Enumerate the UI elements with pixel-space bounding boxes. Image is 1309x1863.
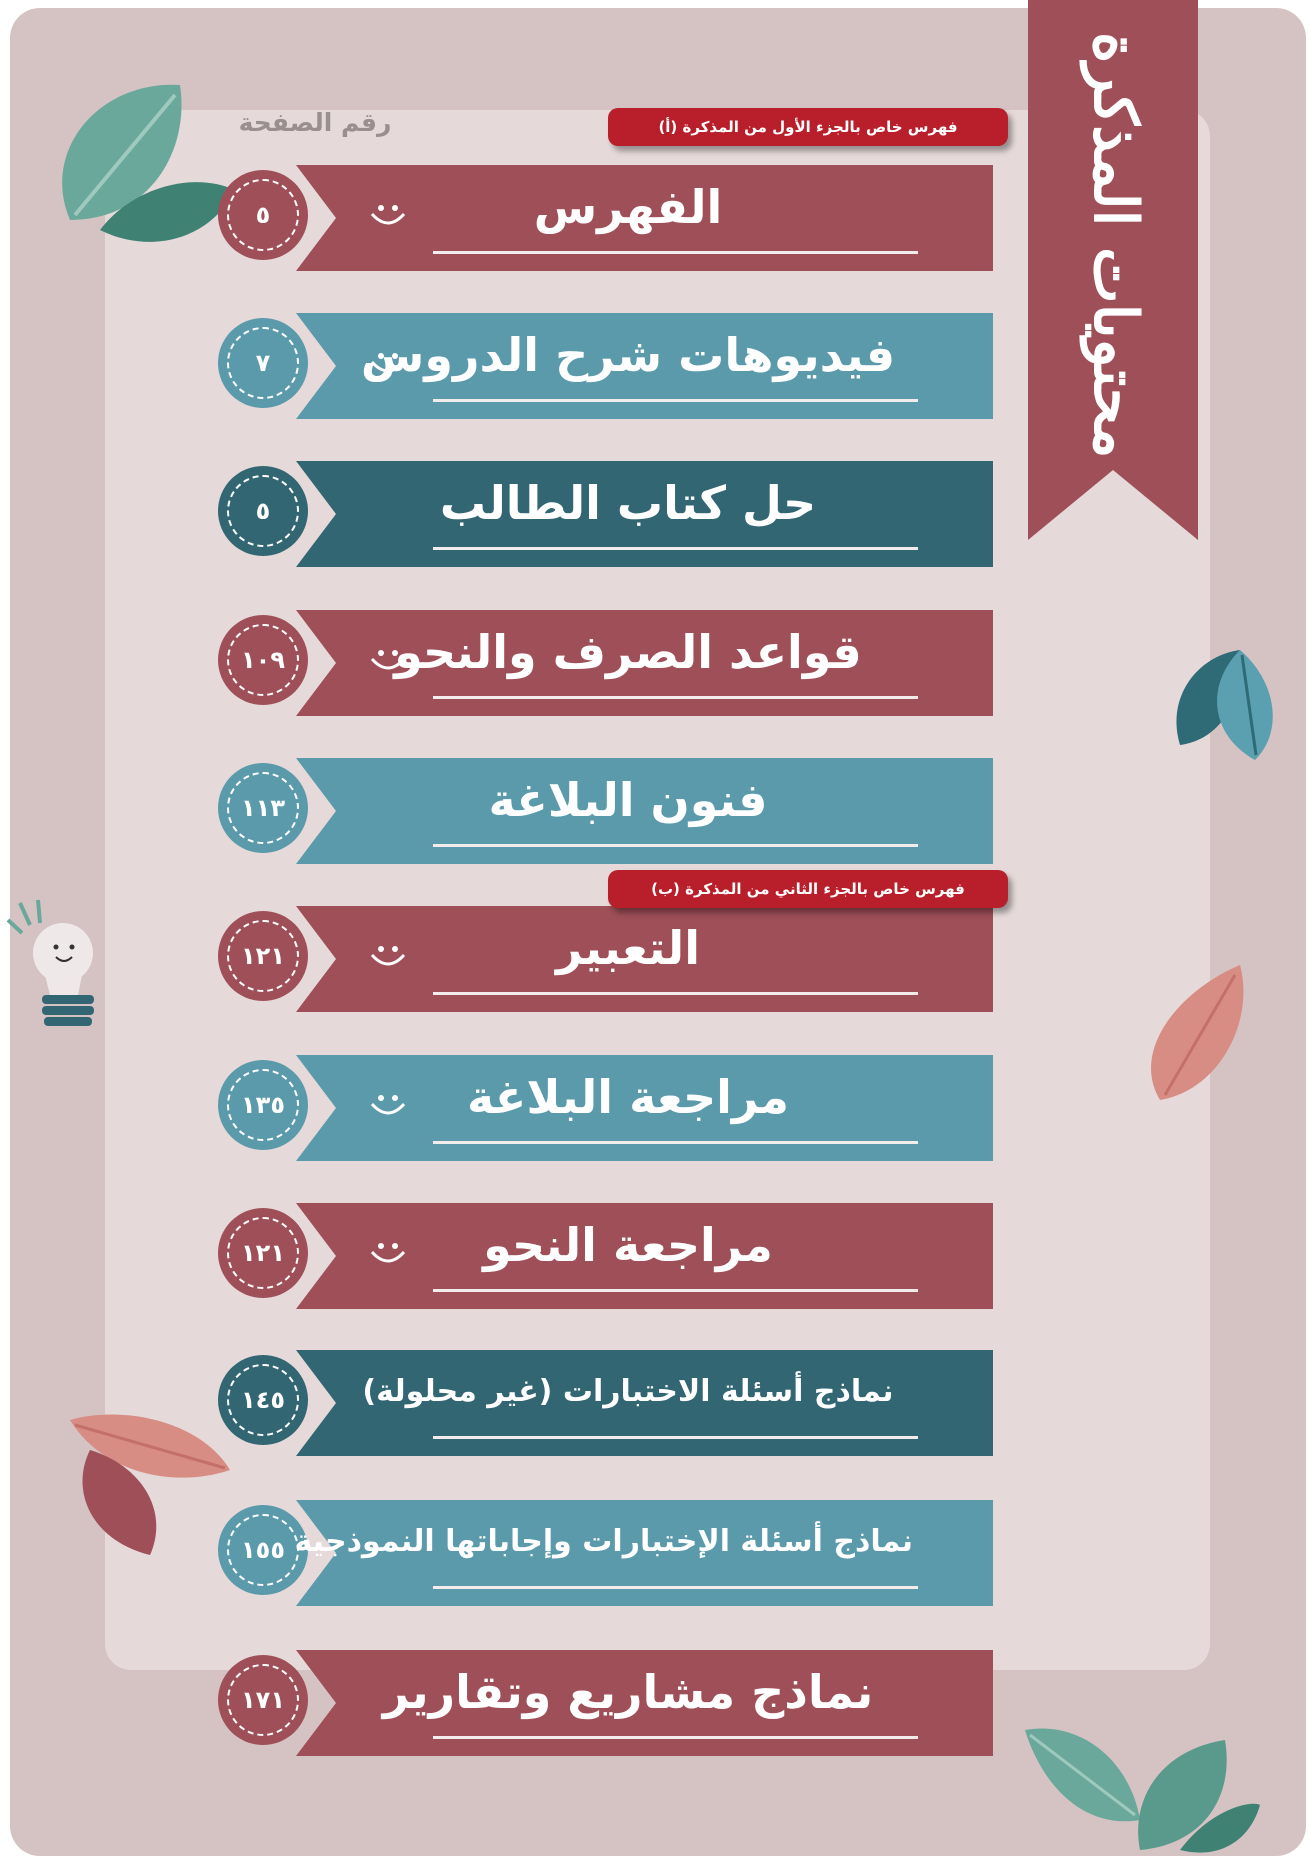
row-underline xyxy=(433,844,918,847)
row-underline xyxy=(433,547,918,550)
contents-row[interactable] xyxy=(218,1650,993,1756)
contents-row[interactable] xyxy=(218,1500,993,1606)
page-number: ١٥٥ xyxy=(241,1536,285,1564)
page-number-badge xyxy=(218,1060,308,1150)
page-number-badge xyxy=(218,615,308,705)
page-number-column-label: رقم الصفحة xyxy=(238,108,392,137)
page-number: ١١٣ xyxy=(241,794,285,822)
row-title: فيديوهات شرح الدروس xyxy=(360,328,896,382)
leaf-bottom-left-icon xyxy=(60,1410,235,1560)
contents-row[interactable] xyxy=(218,1350,993,1456)
page-number: ١٢١ xyxy=(241,942,285,970)
contents-row[interactable] xyxy=(218,461,993,567)
part-one-tag: فهرس خاص بالجزء الأول من المذكرة (أ) xyxy=(608,108,1008,146)
part-two-tag: فهرس خاص بالجزء الثاني من المذكرة (ب) xyxy=(608,870,1008,908)
row-underline xyxy=(433,1289,918,1292)
row-underline xyxy=(433,1436,918,1439)
row-underline xyxy=(433,251,918,254)
row-title: قواعد الصرف والنحو xyxy=(394,625,862,679)
leaf-top-left-icon xyxy=(40,70,240,250)
leaf-bottom-right-icon xyxy=(1020,1720,1260,1860)
row-title: نماذج أسئلة الاختبارات (غير محلولة) xyxy=(362,1374,894,1409)
leaf-right-pink-icon xyxy=(1140,960,1250,1110)
leaf-right-teal-icon xyxy=(1170,645,1280,765)
row-underline xyxy=(433,696,918,699)
page-number: ١٢١ xyxy=(241,1239,285,1267)
contents-row[interactable] xyxy=(218,906,993,1012)
row-title: التعبير xyxy=(556,921,700,975)
contents-row[interactable] xyxy=(218,165,993,271)
page-number: ١٣٥ xyxy=(241,1091,285,1119)
banner-title: محتويات المذكرة xyxy=(1080,31,1150,459)
row-underline xyxy=(433,399,918,402)
row-underline xyxy=(433,1586,918,1589)
row-title: مراجعة البلاغة xyxy=(467,1070,789,1124)
row-underline xyxy=(433,1736,918,1739)
row-underline xyxy=(433,992,918,995)
row-underline xyxy=(433,1141,918,1144)
page-number-badge xyxy=(218,1655,308,1745)
row-title: فنون البلاغة xyxy=(488,773,768,827)
row-title: نماذج مشاريع وتقارير xyxy=(382,1665,874,1719)
page-number: ١٤٥ xyxy=(241,1386,285,1414)
row-title: الفهرس xyxy=(533,180,723,234)
page-number: ١٠٩ xyxy=(241,646,285,674)
page-number-badge xyxy=(218,763,308,853)
row-title: نماذج أسئلة الإختبارات وإجاباتها النموذجية xyxy=(294,1524,913,1559)
page-number: ٧ xyxy=(255,349,271,377)
contents-row[interactable] xyxy=(218,758,993,864)
page-number-badge xyxy=(218,911,308,1001)
contents-row[interactable] xyxy=(218,1203,993,1309)
page-number-badge xyxy=(218,1208,308,1298)
page-number: ١٧١ xyxy=(241,1686,285,1714)
row-title: حل كتاب الطالب xyxy=(439,476,817,530)
page-number-badge xyxy=(218,318,308,408)
contents-row[interactable] xyxy=(218,1055,993,1161)
contents-row[interactable] xyxy=(218,610,993,716)
page-number-badge xyxy=(218,466,308,556)
page-number: ٥ xyxy=(255,201,271,229)
lightbulb-icon xyxy=(0,895,100,1030)
contents-row[interactable] xyxy=(218,313,993,419)
page-number-badge xyxy=(218,1355,308,1445)
page-number: ٥ xyxy=(255,497,271,525)
row-title: مراجعة النحو xyxy=(483,1218,773,1272)
page-number-badge xyxy=(218,170,308,260)
